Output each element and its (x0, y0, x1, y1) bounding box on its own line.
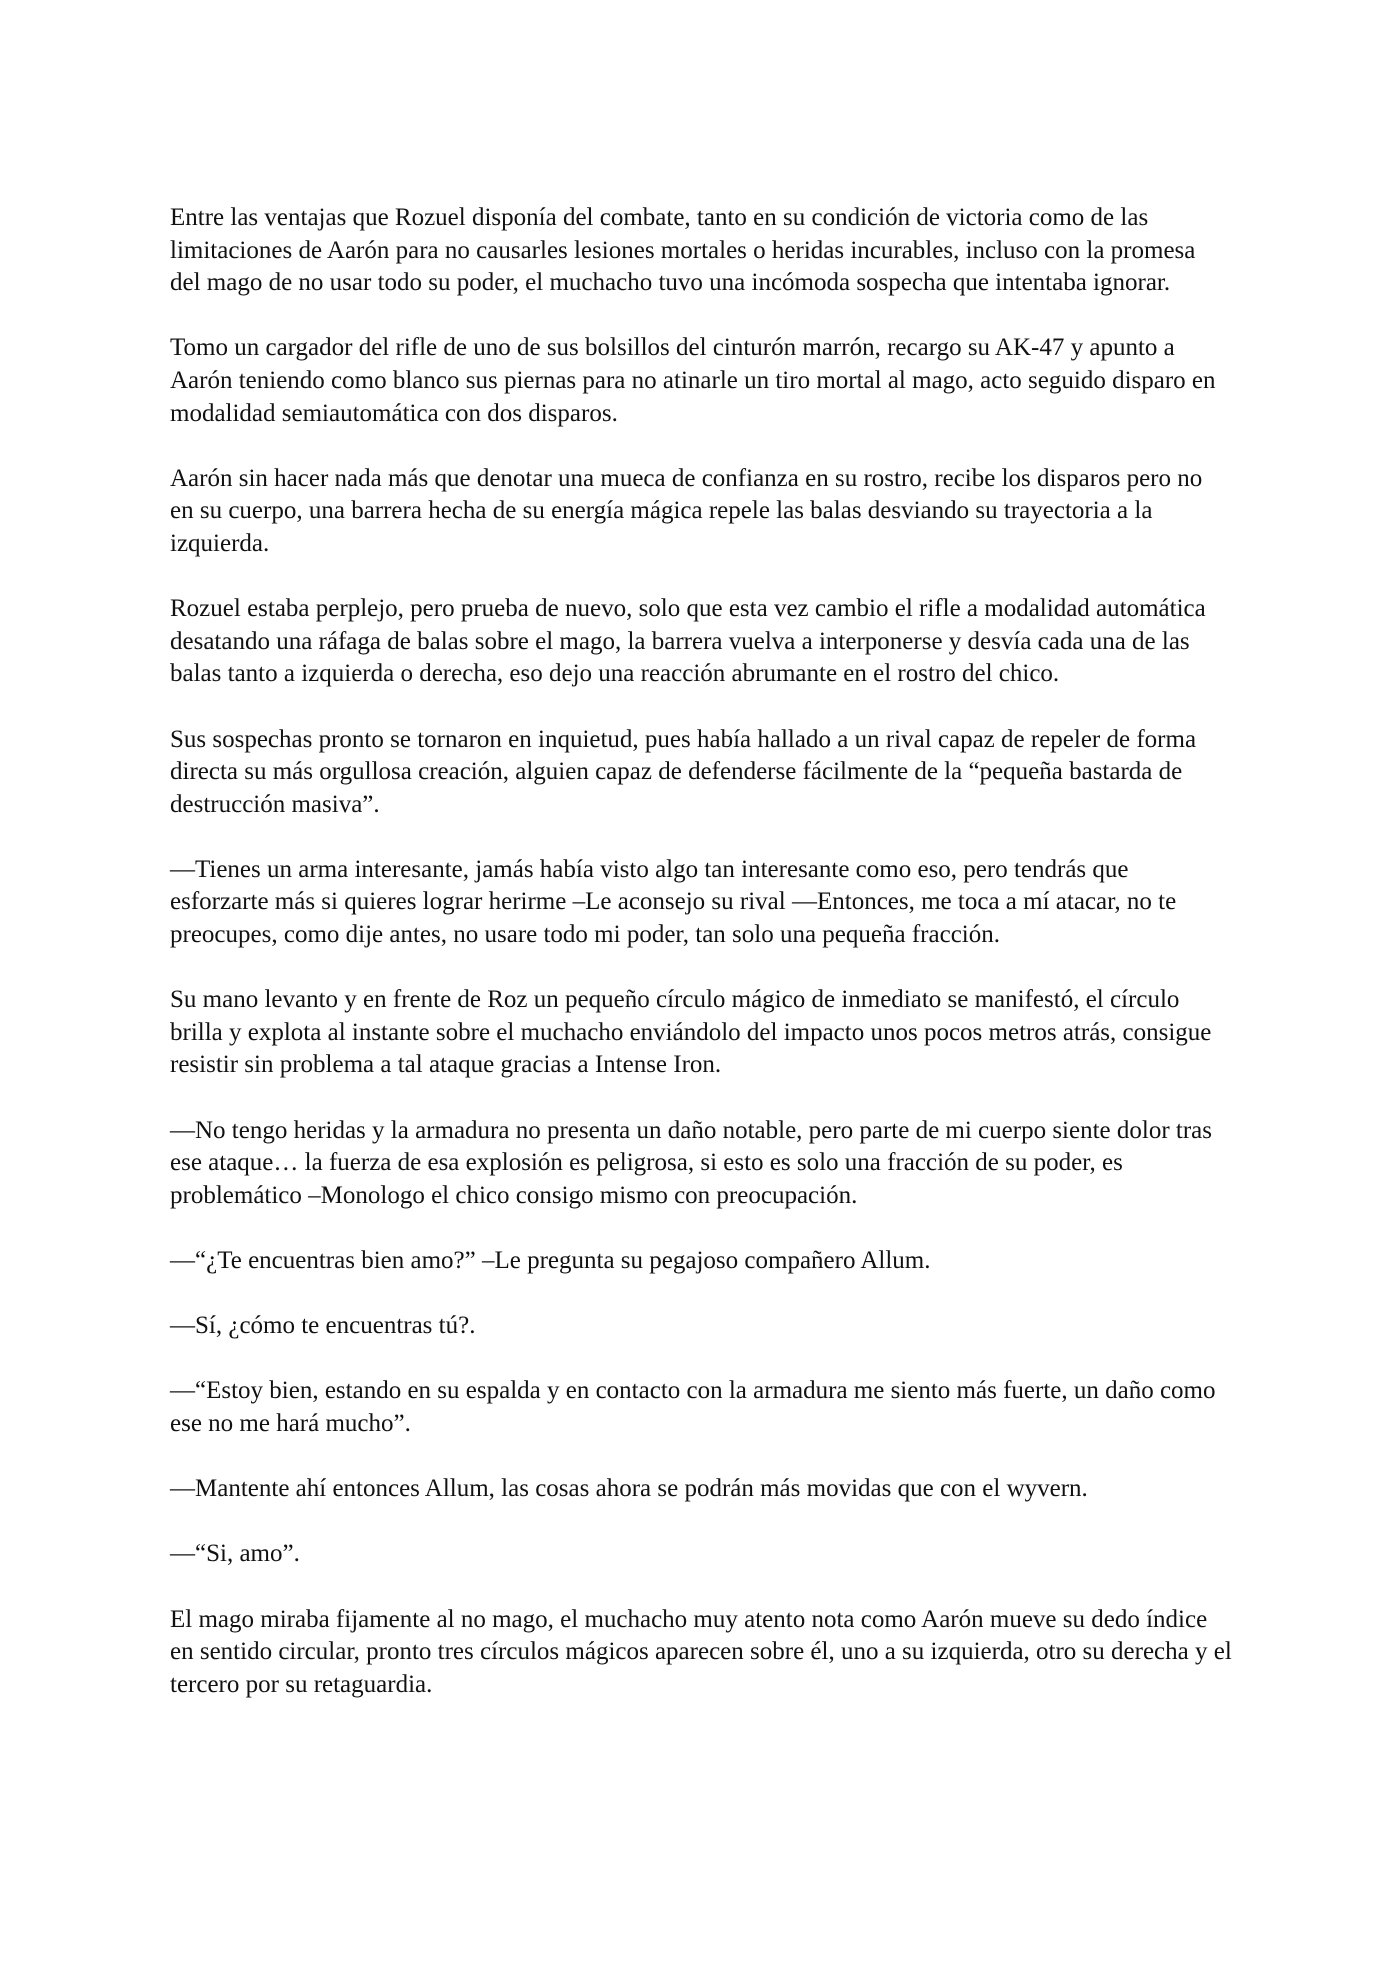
dialogue-line: —Sí, ¿cómo te encuentras tú?. (170, 1312, 476, 1340)
paragraph: —Tienes un arma interesante, jamás había visto algo tan interesante como eso, pero tendrás que esforzarte más si quieres lograr herirme –Le aconsejo su rival —Entonces, me toca a mí atacar, no te preocupes, como dije antes, no usare todo mi poder, tan solo una pequeña fracción. (170, 855, 1177, 949)
dialogue-line: —Mantente ahí entonces Allum, las cosas ahora se podrán más movidas que con el wyvern. (170, 1475, 1088, 1503)
dialogue-line: —“¿Te encuentras bien amo?” –Le pregunta su pegajoso compañero Allum. (170, 1247, 931, 1274)
dialogue-line: —“Estoy bien, estando en su espalda y en contacto con la armadura me siento más fuerte, un daño como ese no me hará mucho”. (170, 1377, 1216, 1437)
paragraph: Aarón sin hacer nada más que denotar una mueca de confianza en su rostro, recibe los disparos pero no en su cuerpo, una barrera hecha de su energía mágica repele las balas desviando su trayectoria a la izquierda. (170, 464, 1203, 557)
paragraph: Rozuel estaba perplejo, pero prueba de nuevo, solo que esta vez cambio el rifle a modalidad automática desatando una ráfaga de balas sobre el mago, la barrera vuelva a interponerse y desvía cada una de las balas tanto a izquierda o derecha, eso dejo una reacción abrumante en el rostro del chico. (170, 595, 1206, 688)
paragraph: El mago miraba fijamente al no mago, el muchacho muy atento nota como Aarón mueve su dedo índice en sentido circular, pronto tres círculos mágicos aparecen sobre él, uno a su izquierda, otro su derecha y el tercero por su retaguardia. (170, 1605, 1232, 1698)
document-body (170, 202, 1232, 1701)
paragraph: —No tengo heridas y la armadura no presenta un daño notable, pero parte de mi cuerpo siente dolor tras ese ataque… la fuerza de esa explosión es peligrosa, si esto es solo una fracción de su poder, es problemático –Monologo el chico consigo mismo con preocupación. (170, 1116, 1213, 1209)
paragraph: Entre las ventajas que Rozuel disponía del combate, tanto en su condición de victoria como de las limitaciones de Aarón para no causarles lesiones mortales o heridas incurables, incluso con la promesa del mago de no usar todo su poder, el muchacho tuvo una incómoda sospecha que intentaba ignorar. (170, 204, 1196, 297)
paragraph: Tomo un cargador del rifle de uno de sus bolsillos del cinturón marrón, recargo su AK-47 y apunto a Aarón teniendo como blanco sus piernas para no atinarle un tiro mortal al mago, acto seguido disparo en modalidad semiautomática con dos disparos. (170, 334, 1216, 427)
dialogue-line: —“Si, amo”. (170, 1540, 300, 1568)
paragraph: Su mano levanto y en frente de Roz un pequeño círculo mágico de inmediato se manifestó, el círculo brilla y explota al instante sobre el muchacho enviándolo del impacto unos pocos metros atrás, consigue resistir sin problema a tal ataque gracias a Intense Iron. (170, 986, 1212, 1079)
paragraph: Sus sospechas pronto se tornaron en inquietud, pues había hallado a un rival capaz de repeler de forma directa su más orgullosa creación, alguien capaz de defenderse fácilmente de la “pequeña bastarda de destrucción masiva”. (170, 725, 1197, 818)
